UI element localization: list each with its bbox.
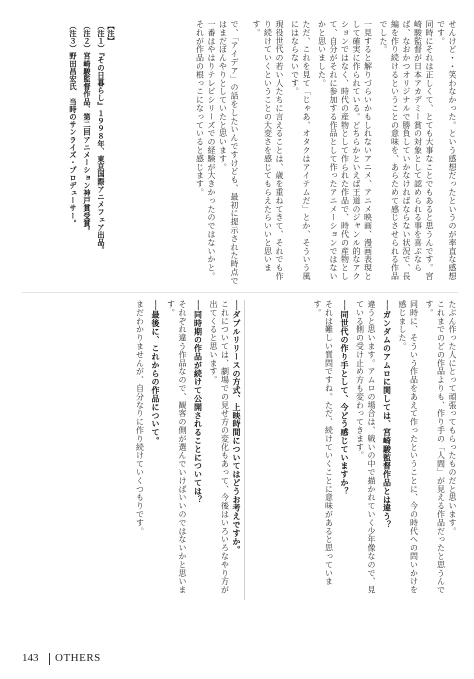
- body-paragraph: 一見すると解りづらいかもしれないアニメ、アニメ映画、漫画表現として確実に作られている。どちらかといえば王道のジャンル的なアクションではなく、時代の産物として作られた作品で、時代の産物として、自分がそれに参加する作品として作ったアニメーションではないかと思いました。: [317, 20, 373, 281]
- column-divider: [244, 300, 245, 600]
- body-paragraph: これについては、劇場での見せ方の変化もあって、今後はいろいろなやり方が出てくると思います。: [209, 300, 230, 594]
- page-number: 143: [22, 652, 39, 664]
- footnote-line: （注３）野田昌宏氏 当時のサンライズ・プロデューサー。: [69, 22, 78, 228]
- lower-left-text: [22, 300, 242, 600]
- body-paragraph: ──同世代の作り手として、今どう感じていますか？: [340, 300, 349, 496]
- page-footer: [22, 652, 452, 670]
- body-paragraph: 現役世代の若い人たちに言えることは、歳を重ねてきて、それでも作り続けていくということの大変さを感じてもらえたらいいと思います。: [252, 20, 284, 281]
- upper-right-text: [250, 20, 458, 285]
- lower-right-text: [250, 300, 458, 600]
- body-paragraph: せんけど・・笑わなかった。という感想だったというのが率直な感想です。: [436, 20, 457, 281]
- body-paragraph: で、「アイデア」の話をしたいんですけども、最初に提示された時点ではまだぼんやりとしていたと思います。: [218, 20, 239, 285]
- body-paragraph: 一番はやはりテレビシリーズでの経験が大きかったのではないかと。それが作品の根っこになっていると感じます。: [195, 20, 216, 281]
- footnote-line: 【注】: [107, 22, 116, 45]
- body-paragraph: それは難しい質問ですね。ただ、続けていくことに意味があると思っています。: [313, 300, 334, 586]
- footnote-line: （注２）宮崎駿監督作品、第二回アニメーション神戸賞受賞。: [83, 22, 92, 235]
- footnote-line: （注１）『その日暮らし』１９９８年、東京国際アニメフェア出品。: [97, 22, 106, 254]
- section-title: OTHERS: [55, 652, 101, 664]
- body-paragraph: ──同時期の作品が続けて公開されることについては？: [193, 300, 203, 504]
- body-paragraph: ──ガンダムのアムロに関しては、宮崎駿監督作品とは違う？: [382, 300, 392, 529]
- footnotes: [30, 22, 116, 287]
- body-paragraph: それぞれ違う作品なので、観客の側が選んでいけばいいのではないかと思います。: [166, 300, 187, 594]
- body-paragraph: 同時に、そういう作品をあえて作ったということに、今の時代への問いかけを感じました。: [398, 300, 419, 594]
- section-rule: [22, 292, 458, 293]
- body-paragraph: ──ダブルリリースの方式、上映時間についてはどうお考えですか。: [232, 300, 241, 555]
- body-paragraph: ──最後に、これからの作品について。: [151, 300, 160, 445]
- upper-middle-text: [128, 20, 240, 285]
- body-paragraph: 同時にそれは正しくて、とても大事なことでもあると思うんです。宮崎駿監督が日本アカデミー賞の対象として認められる事を喜ぶならば、なおかつオリジナルで勝負していかなければならない状況で、長編を作り続けるということの意味を、あらためて感じさせられる作品でした。: [379, 20, 434, 281]
- body-paragraph: これまでのどの作品よりも、作り手の「人間」が見える作品だったと思うんです。: [425, 300, 446, 594]
- body-paragraph: 違うと思います。アムロの場合は、戦いの中で描かれていく少年像なので、見ている側の受け止め方も変わってきます。: [355, 300, 376, 594]
- body-paragraph: まだわかりませんが、自分なりに作り続けていくつもりです。: [135, 300, 145, 536]
- footer-separator: [49, 653, 50, 665]
- body-paragraph: ただ、これを見て「じゃあ、オタクはアイテムだ」とか、そういう風にはならないです。: [290, 20, 311, 281]
- body-paragraph: たぶん作った人にとって頑張ってもらったものだと思います。: [448, 300, 457, 536]
